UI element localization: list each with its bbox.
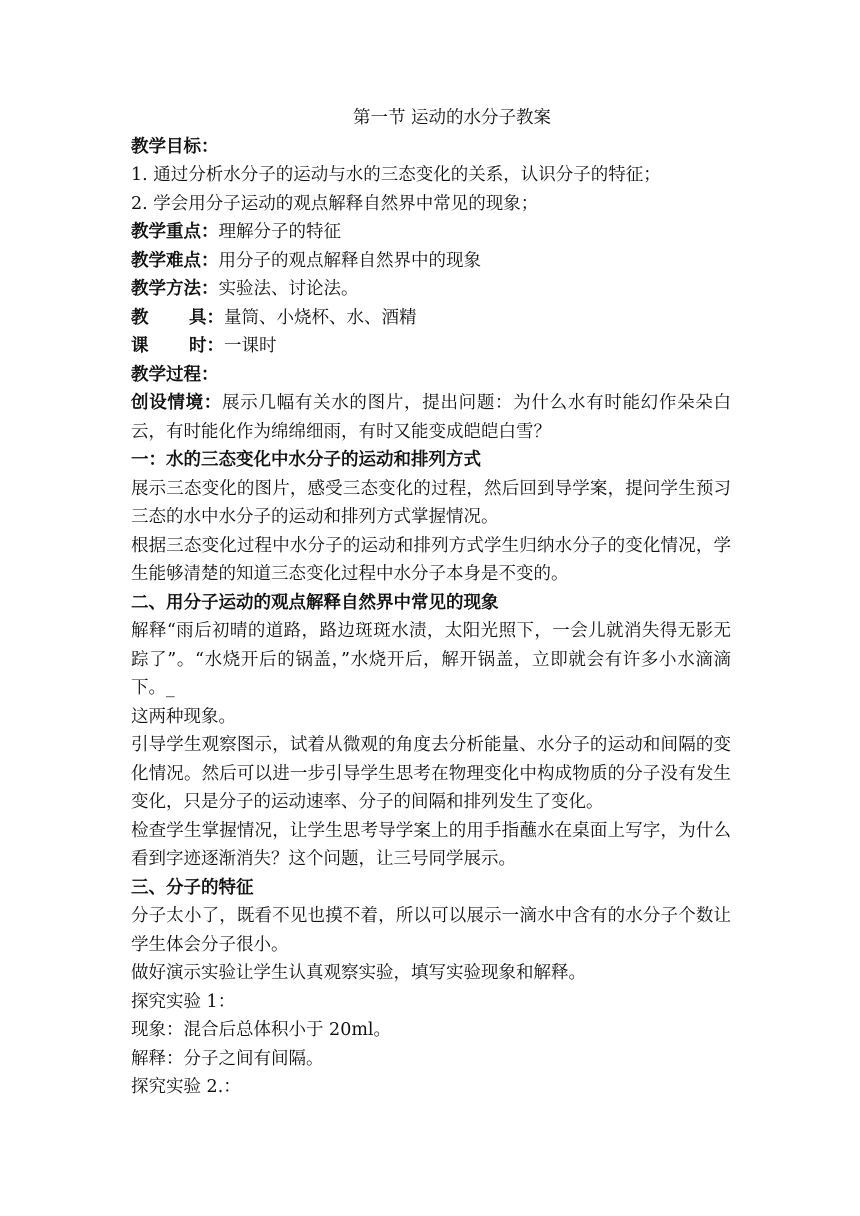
period-row	[131, 332, 731, 361]
period-text: 一课时	[224, 336, 277, 356]
section2-heading: 二、用分子运动的观点解释自然界中常见的现象	[131, 592, 499, 613]
key-point-row	[131, 218, 731, 247]
section3-paragraph: 分子太小了，既看不见也摸不着，所以可以展示一滴水中含有的水分子个数让学生体会分子很小。	[131, 906, 731, 955]
document-page	[131, 104, 731, 1102]
tools-label-b: 具：	[189, 307, 224, 328]
section3-paragraph: 现象：混合后总体积小于 20ml。	[131, 1020, 392, 1040]
section2-paragraph: 解释“雨后初晴的道路，路边斑斑水渍，太阳光照下，一会儿就消失得无影无踪了”。“水烧开后的锅盖，”水烧开后，解开锅盖，立即就会有许多小水滴滴下。_	[131, 621, 731, 698]
goal-item-1: 1. 通过分析水分子的运动与水的三态变化的关系，认识分子的特征；	[131, 165, 661, 185]
period-label-b: 时：	[189, 336, 224, 356]
section3-paragraph: 做好演示实验让学生认真观察实验，填写实验现象和解释。	[131, 963, 586, 983]
method-row	[131, 275, 731, 304]
section3-paragraph: 探究实验 2.：	[131, 1077, 241, 1097]
section3-paragraph: 解释：分子之间有间隔。	[131, 1048, 324, 1069]
section2-paragraph: 引导学生观察图示，试着从微观的角度去分析能量、水分子的运动和间隔的变化情况。然后可以进一步引导学生思考在物理变化中构成物质的分子没有发生变化，只是分子的运动速率、分子的间隔和排列发生了变化。	[131, 735, 731, 812]
period-label-a: 课	[131, 336, 149, 356]
section1-paragraph: 根据三态变化过程中水分子的运动和排列方式学生归纳水分子的变化情况，学生能够清楚的知道三态变化过程中水分子本身是不变的。	[131, 535, 731, 584]
method-label: 教学方法：	[131, 279, 219, 299]
difficulty-row	[131, 247, 731, 276]
method-text: 实验法、讨论法。	[218, 279, 359, 299]
goals-heading: 教学目标：	[131, 136, 219, 157]
intro-text: 展示几幅有关水的图片，提出问题：为什么水有时能幻作朵朵白云，有时能化作为绵绵细雨，有时又能变成皑皑白雪？	[131, 393, 731, 442]
tools-text: 量筒、小烧杯、水、酒精	[224, 307, 417, 328]
key-point-text: 理解分子的特征	[218, 222, 341, 242]
document-title: 第一节 运动的水分子教案	[352, 108, 552, 128]
section1-paragraph: 展示三态变化的图片，感受三态变化的过程，然后回到导学案，提问学生预习三态的水中水分子的运动和排列方式掌握情况。	[131, 478, 731, 527]
intro-label: 创设情境：	[131, 393, 223, 413]
goal-item-2: 2. 学会用分子运动的观点解释自然界中常见的现象；	[131, 193, 539, 214]
section3-heading: 三、分子的特征	[131, 877, 254, 898]
section2-paragraph: 这两种现象。	[131, 706, 236, 727]
intro-paragraph	[131, 389, 731, 446]
difficulty-label: 教学难点：	[131, 250, 219, 271]
section3-paragraph: 探究实验 1：	[131, 991, 236, 1012]
key-point-label: 教学重点：	[131, 222, 219, 242]
section2-paragraph: 检查学生掌握情况，让学生思考导学案上的用手指蘸水在桌面上写字，为什么看到字迹逐渐消失？这个问题，让三号同学展示。	[131, 820, 731, 869]
process-heading: 教学过程：	[131, 364, 219, 385]
tools-label-a: 教	[131, 307, 149, 328]
difficulty-text: 用分子的观点解释自然界中的现象	[218, 250, 481, 271]
section1-heading: 一：水的三态变化中水分子的运动和排列方式	[131, 450, 481, 470]
tools-row	[131, 304, 731, 333]
